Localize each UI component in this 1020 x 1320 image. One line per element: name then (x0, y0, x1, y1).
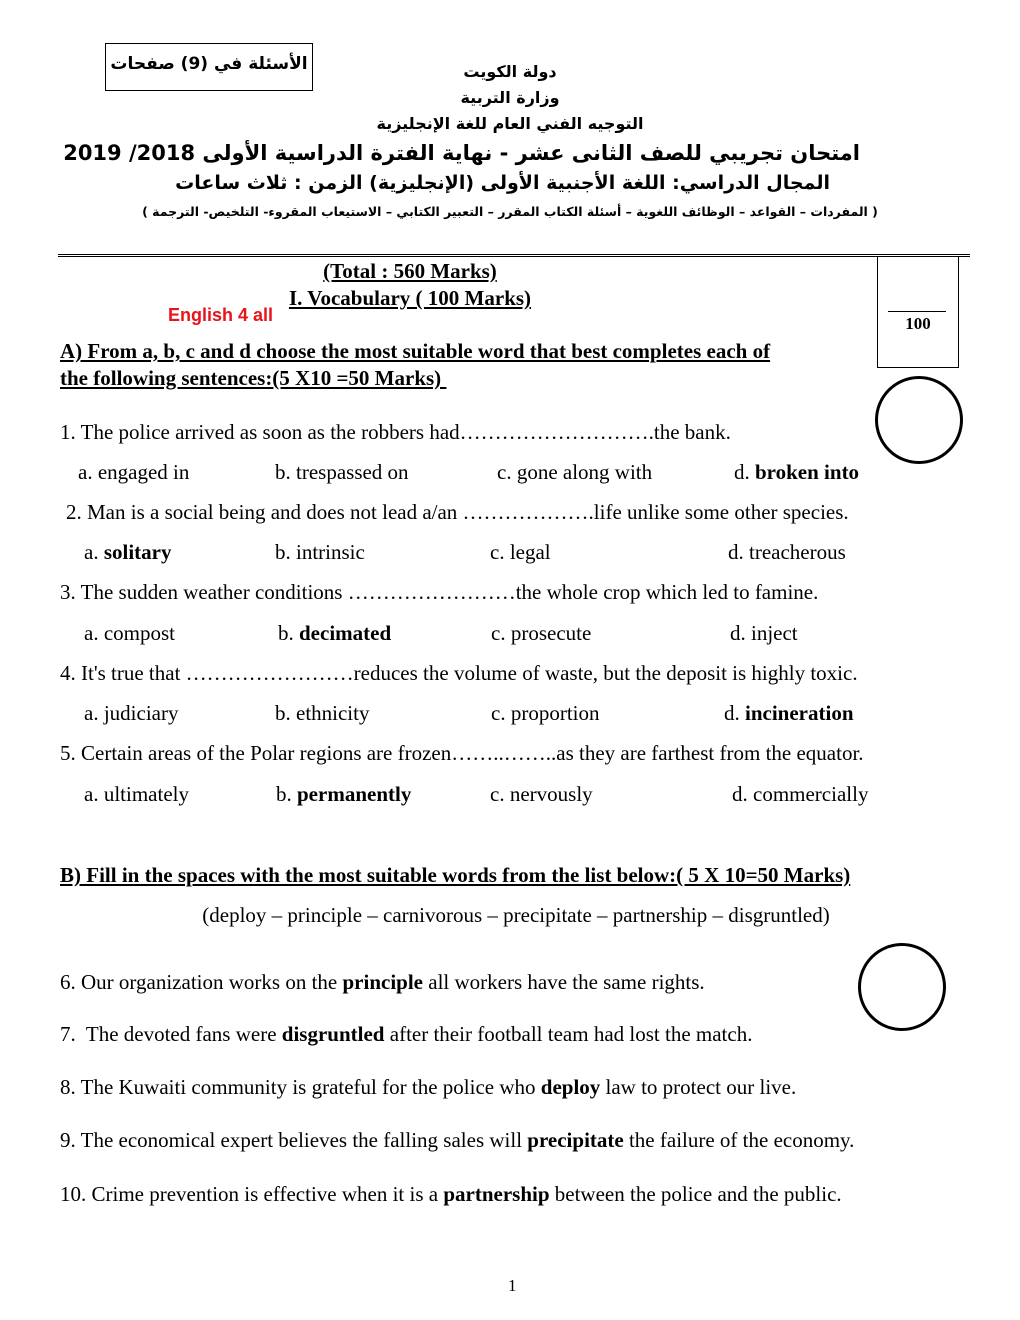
answer-option (84, 782, 189, 807)
option-letter: b. (275, 701, 291, 725)
fill-sentence (60, 970, 705, 995)
sentence-part: all workers have the same rights. (423, 970, 705, 994)
answer-option (276, 782, 411, 807)
sentence-part: between the police and the public. (549, 1182, 842, 1206)
sentence-part: law to protect our live. (600, 1075, 797, 1099)
section-title: I. Vocabulary ( 100 Marks) (288, 286, 532, 310)
answer-option (728, 540, 846, 565)
answer-option (84, 701, 178, 726)
answer-option (490, 540, 551, 565)
option-letter: c. (497, 460, 512, 484)
answer-option (275, 701, 369, 726)
page-number: 1 (508, 1276, 517, 1295)
ministry-name: وزارة التربية (460, 88, 560, 107)
total-marks: (Total : 560 Marks) (323, 259, 497, 283)
sentence-part: after their football team had lost the match. (384, 1022, 753, 1046)
score-circle-b (858, 943, 946, 1031)
option-word: ethnicity (296, 701, 370, 725)
answer-option (275, 460, 409, 485)
watermark: English 4 all (168, 305, 274, 325)
correct-answer: permanently (297, 782, 412, 806)
filled-answer: deploy (540, 1075, 601, 1099)
option-word: nervously (509, 782, 593, 806)
option-letter: b. (275, 460, 291, 484)
score-box (877, 256, 959, 368)
answer-option (497, 460, 652, 485)
department-name: التوجيه الفني العام للغة الإنجليزية (376, 114, 644, 133)
pages-count-text: الأسئلة في (9) صفحات (110, 54, 308, 74)
option-letter: c. (491, 701, 506, 725)
answer-option (491, 621, 591, 646)
option-letter: a. (84, 621, 99, 645)
option-word: engaged in (97, 460, 190, 484)
sentence-part: 9. The economical expert believes the falling sales will (60, 1128, 528, 1152)
sentence-part: the failure of the economy. (623, 1128, 855, 1152)
correct-answer: broken into (755, 460, 860, 484)
answer-option (724, 701, 854, 726)
score-circle (875, 376, 963, 464)
score-value: 100 (905, 314, 931, 333)
option-letter: d. (732, 782, 748, 806)
option-letter: c. (490, 782, 505, 806)
country-name: دولة الكويت (463, 62, 557, 81)
option-letter: b. (278, 621, 294, 645)
part-b-title: B) Fill in the spaces with the most suitable words from the list below:( 5 X 10=50 Marks) (60, 863, 851, 887)
option-letter: b. (275, 540, 291, 564)
option-letter: c. (490, 540, 505, 564)
option-word: legal (509, 540, 551, 564)
answer-option (275, 540, 365, 565)
fill-sentence (60, 1182, 842, 1207)
fill-sentence (60, 1075, 796, 1100)
question-text: 3. The sudden weather conditions ……………………the whole crop which led to famine. (60, 580, 819, 604)
option-letter: a. (84, 701, 99, 725)
option-letter: b. (276, 782, 292, 806)
score-line (888, 311, 946, 312)
option-word: inject (751, 621, 798, 645)
correct-answer: incineration (745, 701, 854, 725)
correct-answer: solitary (103, 540, 172, 564)
exam-title: امتحان تجريبي للصف الثانى عشر - نهاية الفترة الدراسية الأولى 2018/ 2019 (63, 141, 860, 165)
option-word: judiciary (103, 701, 179, 725)
option-letter: d. (724, 701, 740, 725)
option-word: commercially (753, 782, 869, 806)
option-letter: d. (728, 540, 744, 564)
question-text: 1. The police arrived as soon as the robbers had……………………….the bank. (60, 420, 731, 444)
fill-sentence (60, 1022, 752, 1047)
option-word: trespassed on (296, 460, 409, 484)
option-letter: a. (78, 460, 93, 484)
subject-time: المجال الدراسي: اللغة الأجنبية الأولى (الإنجليزية) الزمن : ثلاث ساعات (175, 172, 830, 194)
answer-option (734, 460, 859, 485)
question-text: 5. Certain areas of the Polar regions are frozen……..……..as they are farthest from the equator. (60, 741, 864, 765)
sentence-part: 10. Crime prevention is effective when it is a (60, 1182, 444, 1206)
answer-option (278, 621, 391, 646)
sentence-part: 7. The devoted fans were (60, 1022, 282, 1046)
word-list: (deploy – principle – carnivorous – precipitate – partnership – disgruntled) (202, 903, 830, 927)
option-letter: a. (84, 782, 99, 806)
option-letter: a. (84, 540, 99, 564)
option-word: compost (103, 621, 175, 645)
exam-sections: ( المفردات – القواعد – الوظائف اللغوية – أسئلة الكتاب المقرر – التعبير الكتابي – الاستيعاب المقروء- التلخيص- الترجمة ) (142, 204, 878, 219)
filled-answer: partnership (443, 1182, 550, 1206)
question-text: 2. Man is a social being and does not lead a/an ……………….life unlike some other species. (66, 500, 849, 524)
sentence-part: 8. The Kuwaiti community is grateful for the police who (60, 1075, 541, 1099)
answer-option (732, 782, 868, 807)
option-word: proportion (510, 701, 600, 725)
answer-option (730, 621, 798, 646)
filled-answer: principle (342, 970, 423, 994)
answer-option (84, 540, 171, 565)
part-a-title-line2: the following sentences:(5 X10 =50 Marks) (60, 366, 447, 390)
filled-answer: precipitate (527, 1128, 624, 1152)
option-word: intrinsic (296, 540, 365, 564)
option-letter: d. (734, 460, 750, 484)
answer-option (490, 782, 593, 807)
option-word: ultimately (103, 782, 189, 806)
sentence-part: 6. Our organization works on the (60, 970, 343, 994)
option-word: gone along with (516, 460, 653, 484)
question-text: 4. It's true that ……………………reduces the volume of waste, but the deposit is highly toxic. (60, 661, 858, 685)
option-letter: d. (730, 621, 746, 645)
header-divider (58, 254, 970, 257)
fill-sentence (60, 1128, 854, 1153)
option-letter: c. (491, 621, 506, 645)
answer-option (491, 701, 599, 726)
answer-option (84, 621, 175, 646)
option-word: prosecute (510, 621, 592, 645)
option-word: treacherous (749, 540, 846, 564)
part-a-title-line1: A) From a, b, c and d choose the most suitable word that best completes each of (60, 339, 771, 363)
filled-answer: disgruntled (281, 1022, 385, 1046)
answer-option (78, 460, 189, 485)
correct-answer: decimated (299, 621, 392, 645)
